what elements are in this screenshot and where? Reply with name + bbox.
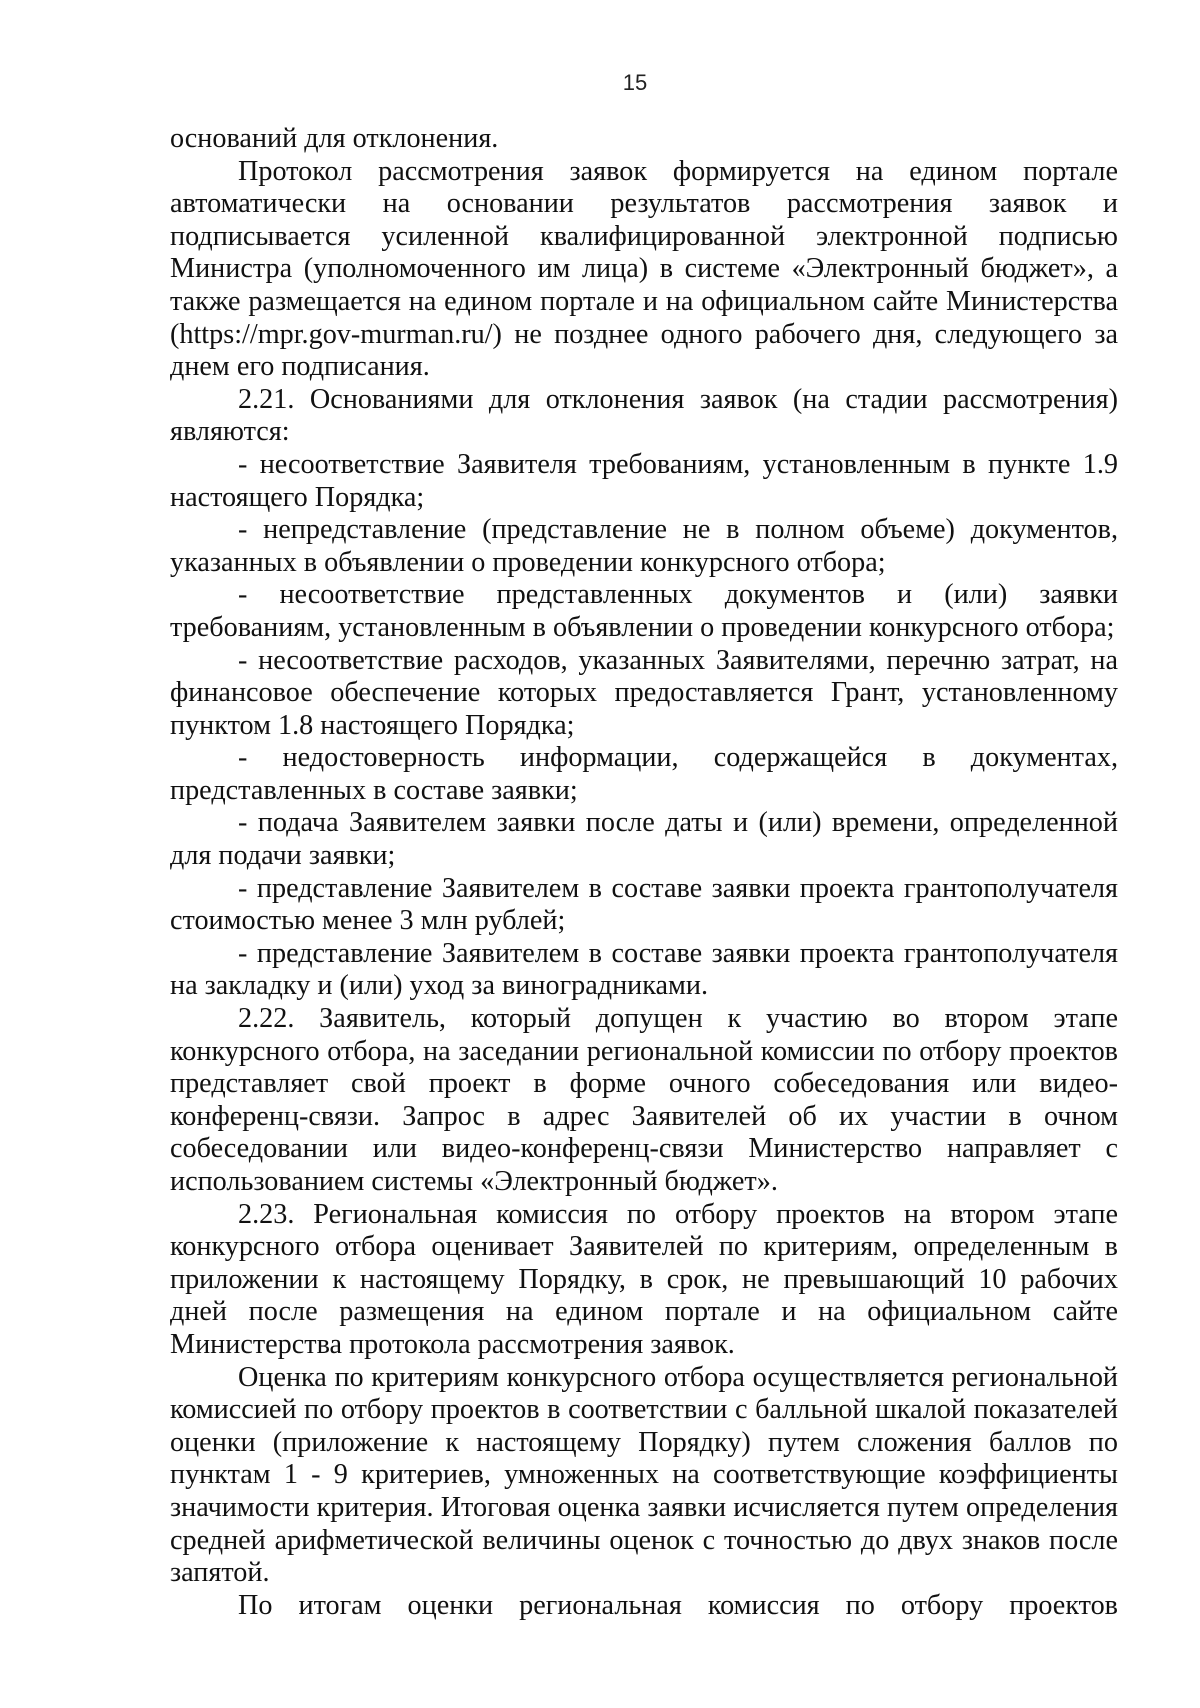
paragraph-continuation: оснований для отклонения. bbox=[170, 123, 499, 154]
list-item-rejection-1: - несоответствие Заявителя требованиям, установленным в пункте 1.9 настоящего Порядка; bbox=[170, 448, 1118, 513]
list-item-rejection-4: - несоответствие расходов, указанных Заявителями, перечню затрат, на финансовое обеспечение которых предоставляется Грант, установленному пунктом 1.8 настоящего Порядка; bbox=[170, 644, 1118, 741]
list-item-rejection-2: - непредставление (представление не в полном объеме) документов, указанных в объявлении о проведении конкурсного отбора; bbox=[170, 514, 1118, 578]
paragraph-protocol: Протокол рассмотрения заявок формируется на едином портале автоматически на основании результатов рассмотрения заявок и подписывается усиленной квалифицированной электронной подписью Министра (уполномоченного им лица) в системе «Электронный бюджет», а также размещается на едином портале и на официальном сайте Министерства (https://mpr.gov-murman.ru/) не позднее одного рабочего дня, следующего за днем его подписания. bbox=[170, 155, 1118, 383]
page-number: 15 bbox=[622, 70, 648, 95]
document-body bbox=[170, 123, 1118, 1622]
paragraph-2-23: 2.23. Региональная комиссия по отбору проектов на втором этапе конкурсного отбора оценивает Заявителей по критериям, определенным в приложении к настоящему Порядку, в срок, не превышающий 10 рабочих дней после размещения на едином портале и на официальном сайте Министерства протокола рассмотрения заявок. bbox=[170, 1198, 1118, 1360]
paragraph-results: По итогам оценки региональная комиссия по отбору проектов bbox=[238, 1589, 1118, 1621]
paragraph-2-22: 2.22. Заявитель, который допущен к участию во втором этапе конкурсного отбора, на заседании региональной комиссии по отбору проектов представляет свой проект в форме очного собеседования или видео-конференц-связи. Запрос в адрес Заявителей об их участии в очном собеседовании или видео-конференц-связи Министерство направляет с использованием системы «Электронный бюджет». bbox=[170, 1003, 1118, 1197]
list-item-rejection-6: - подача Заявителем заявки после даты и (или) времени, определенной для подачи заявки; bbox=[170, 807, 1118, 872]
list-item-rejection-8: - представление Заявителем в составе заявки проекта грантополучателя на закладку и (или) уход за виноградниками. bbox=[170, 937, 1118, 1002]
paragraph-scoring: Оценка по критериям конкурсного отбора осуществляется региональной комиссией по отбору проектов в соответствии с балльной шкалой показателей оценки (приложение к настоящему Порядку) путем сложения баллов по пунктам 1 - 9 критериев, умноженных на соответствующие коэффициенты значимости критерия. Итоговая оценка заявки исчисляется путем определения средней арифметической величины оценок с точностью до двух знаков после запятой. bbox=[170, 1361, 1118, 1589]
list-item-rejection-5: - недостоверность информации, содержащейся в документах, представленных в составе заявки; bbox=[170, 742, 1118, 806]
list-item-rejection-7: - представление Заявителем в составе заявки проекта грантополучателя стоимостью менее 3 млн рублей; bbox=[170, 872, 1118, 937]
list-item-rejection-3: - несоответствие представленных документов и (или) заявки требованиям, установленным в объявлении о проведении конкурсного отбора; bbox=[170, 579, 1118, 643]
paragraph-2-21: 2.21. Основаниями для отклонения заявок (на стадии рассмотрения) являются: bbox=[170, 383, 1118, 448]
